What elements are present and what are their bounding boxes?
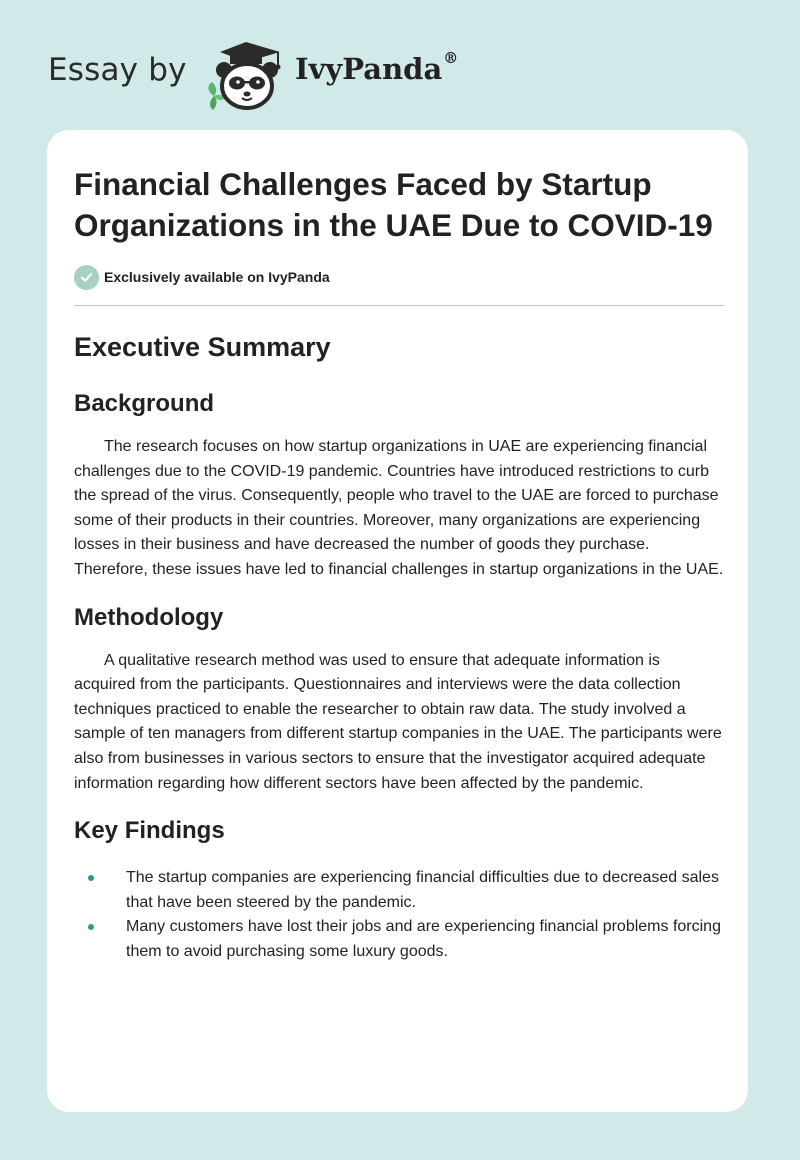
list-item (74, 866, 724, 915)
exclusive-badge (74, 264, 724, 290)
executive-summary-heading: Executive Summary (74, 332, 331, 362)
list-item (74, 915, 724, 964)
brand-prefix: Essay by (48, 52, 187, 88)
bullet-icon (88, 875, 94, 881)
methodology-heading: Methodology (74, 603, 224, 631)
brand-name: IvyPanda (295, 52, 443, 86)
panda-graduate-icon (200, 36, 292, 112)
brand-logo-text[interactable] (295, 49, 459, 86)
list-item-text: Many customers have lost their jobs and are experiencing financial problems forcing them to avoid purchasing some luxury goods. (126, 918, 721, 960)
background-heading: Background (74, 390, 215, 417)
essay-card (47, 130, 748, 1112)
bullet-icon (88, 924, 94, 930)
essay-content (74, 164, 724, 965)
check-circle-icon (74, 265, 99, 290)
methodology-paragraph: A qualitative research method was used to ensure that adequate information is acquired from the participants. Questionnaires and interviews were the data collection techniques practiced to enable the researcher to obtain raw data. The study involved a sample of ten managers from different startup companies in the UAE. The participants were also from businesses in various sectors to ensure that the investigator acquired adequate information regarding how different sectors have been affected by the pandemic. (74, 651, 722, 792)
key-findings-heading: Key Findings (74, 817, 225, 845)
essay-title: Financial Challenges Faced by Startup Organizations in the UAE Due to COVID-19 (74, 166, 713, 243)
site-header (48, 34, 508, 114)
registered-mark: ® (443, 49, 459, 68)
title-divider (74, 305, 724, 306)
background-paragraph: The research focuses on how startup organizations in UAE are experiencing financial challenges due to the COVID-19 pandemic. Countries have introduced restrictions to curb the spread of the virus. Consequently, people who travel to the UAE are forced to purchase some of their products in their countries. Moreover, many organizations are experiencing losses in their business and have decreased the number of goods they purchase. Therefore, these issues have led to financial challenges in startup organizations in the UAE. (74, 438, 724, 578)
list-item-text: The startup companies are experiencing financial difficulties due to decreased sales that have been steered by the pandemic. (126, 869, 719, 911)
exclusive-badge-label: Exclusively available on IvyPanda (104, 269, 330, 285)
key-findings-list (74, 866, 724, 964)
